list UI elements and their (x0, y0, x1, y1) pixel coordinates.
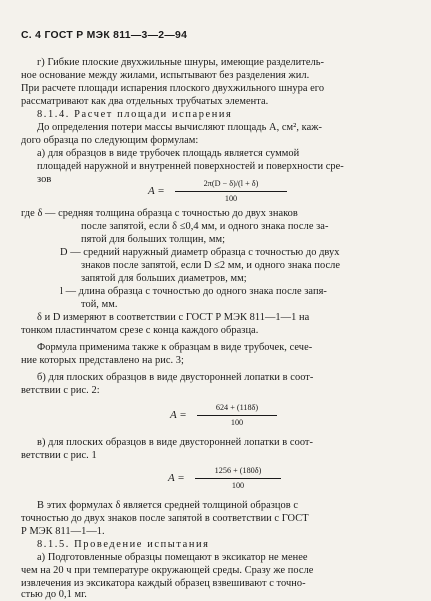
text-line: после запятой, если δ ≤0,4 мм, и одного знака после за- (81, 221, 329, 232)
fraction-bar (197, 415, 277, 416)
text-line: ное основание между жилами, испытывают без разделения жил. (21, 70, 310, 81)
formula-lhs: A = (148, 185, 165, 197)
text-line: D — средний наружный диаметр образца с точностью до двух (60, 247, 340, 258)
text-line: В этих формулах δ является средней толщиной образцов с (37, 500, 299, 511)
text-line: знаков после запятой, если D ≤2 мм, и одного знака после (81, 260, 341, 271)
text-line: При расчете площади испарения плоского двухжильного шнура его (21, 83, 325, 94)
text-line: Р МЭК 811—1—1. (21, 526, 105, 537)
text-line: δ и D измеряют в соответствии с ГОСТ Р МЭК 811—1—1 на (37, 312, 310, 323)
text-line: До определения потери массы вычисляют площадь A, см², каж- (37, 122, 322, 133)
text-line: стью до 0,1 мг. (21, 589, 87, 600)
formula-denominator: 100 (231, 481, 245, 490)
text-line: дого образца по следующим формулам: (21, 135, 199, 146)
formula-dumbbell-fig1 (168, 463, 284, 493)
text-line: пятой для больших толщин, мм; (81, 234, 226, 245)
text-line: Формула применима также к образцам в виде трубочек, сече- (37, 342, 313, 353)
formula-numerator: 624 + (118δ) (215, 403, 259, 412)
formula-fraction (175, 176, 287, 206)
text-line: в) для плоских образцов в виде двусторонней лопатки в соот- (37, 437, 314, 448)
text-line: рассматривают как два отдельных трубчатых элемента. (21, 96, 269, 107)
formula-denominator: 100 (224, 194, 238, 203)
text-line: тонком пластинчатом срезе с конца каждого образца. (21, 325, 259, 336)
text-line: той, мм. (81, 299, 118, 310)
text-line: где δ — средняя толщина образца с точностью до двух знаков (21, 208, 298, 219)
fraction-bar (195, 478, 281, 479)
formula-dumbbell-fig2 (170, 400, 280, 430)
fraction-bar (175, 191, 287, 192)
text-line: площадей наружной и внутренней поверхностей и поверхности сре- (37, 161, 344, 172)
formula-lhs: A = (170, 409, 187, 421)
section-heading: 8.1.5. Проведение испытания (37, 539, 210, 550)
formula-numerator: 2π(D − δ)/(l + δ) (203, 179, 259, 188)
text-line: запятой для больших диаметров, мм; (81, 273, 247, 284)
text-line: извлечения из эксикатора каждый образец взвешивают с точно- (21, 578, 306, 589)
text-line: ветствии с рис. 1 (21, 450, 97, 461)
text-line: а) Подготовленные образцы помещают в эксикатор не менее (37, 552, 308, 563)
text-line: ние которых представлено на рис. 3; (21, 355, 184, 366)
text-line: а) для образцов в виде трубочек площадь является суммой (37, 148, 300, 159)
section-heading: 8.1.4. Расчет площади испарения (37, 109, 233, 120)
formula-tube-area (148, 176, 288, 206)
text-line: г) Гибкие плоские двухжильные шнуры, имеющие разделитель- (37, 57, 325, 68)
text-line: б) для плоских образцов в виде двусторонней лопатки в соот- (37, 372, 314, 383)
text-line: зов (37, 174, 52, 185)
formula-numerator: 1256 + (180δ) (214, 466, 262, 475)
formula-fraction (195, 463, 281, 493)
formula-lhs: A = (168, 472, 185, 484)
text-line: точностью до двух знаков после запятой в соответствии с ГОСТ (21, 513, 309, 524)
text-line: ветствии с рис. 2: (21, 385, 100, 396)
formula-fraction (197, 400, 277, 430)
formula-denominator: 100 (230, 418, 244, 427)
page-header: С. 4 ГОСТ Р МЭК 811—3—2—94 (21, 30, 188, 41)
text-line: l — длина образца с точностью до одного знака после запя- (60, 286, 327, 297)
text-line: чем на 20 ч при температуре окружающей среды. Сразу же после (21, 565, 314, 576)
